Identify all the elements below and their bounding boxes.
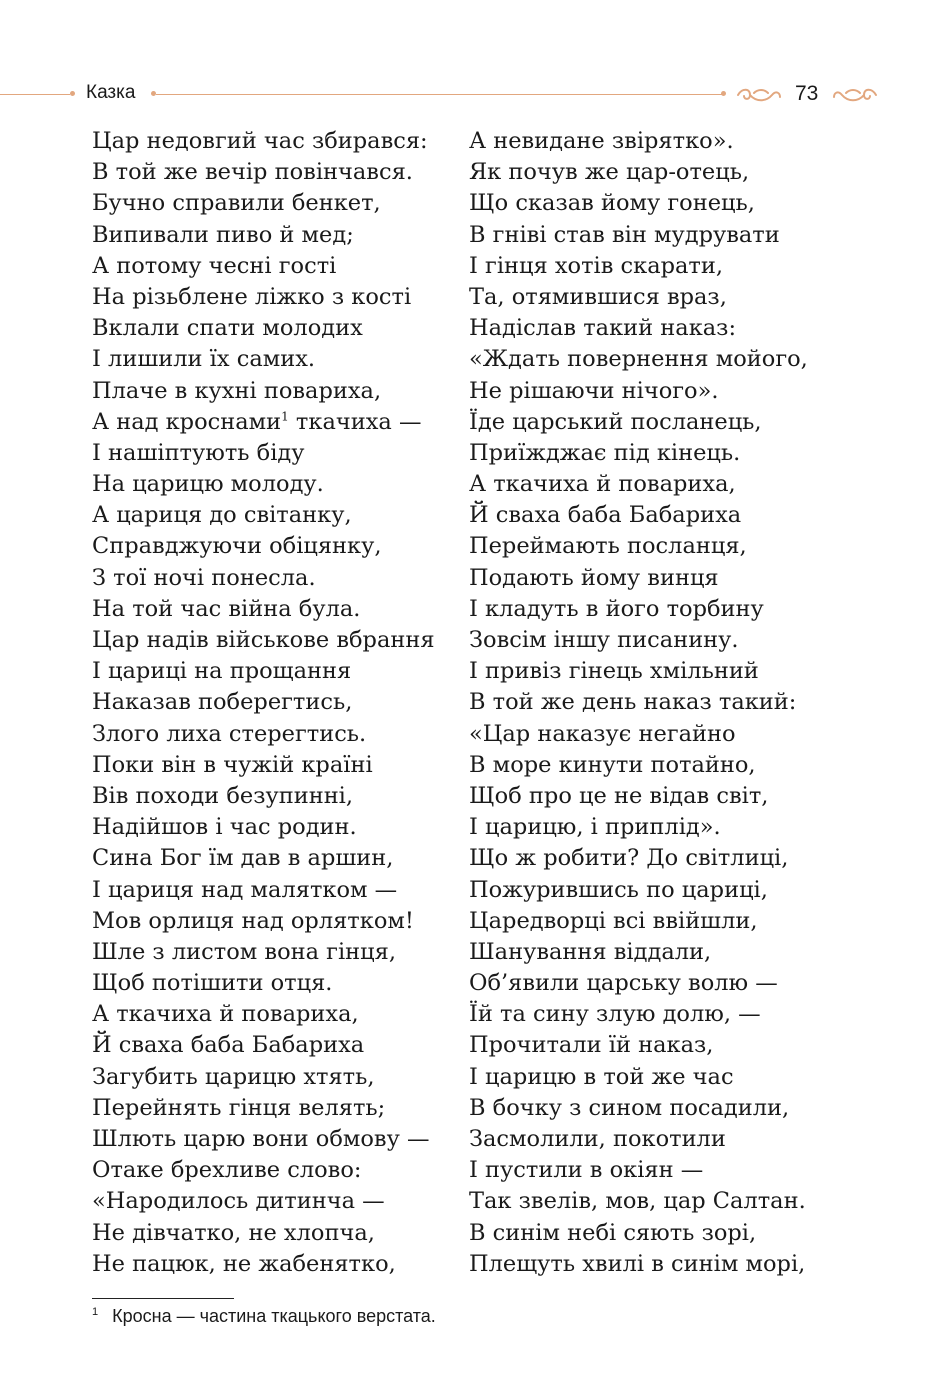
poem-line: Випивали пиво й мед; (92, 221, 354, 248)
poem-line: В той же день наказ такий: (469, 689, 797, 716)
poem-line: Загубить царицю хтять, (92, 1063, 375, 1090)
poem-line: Їде царський посланець, (469, 408, 762, 435)
header-rule-left (0, 94, 70, 95)
poem-line-text: А над кроснами (92, 408, 282, 435)
poem-line: Прочитали їй наказ, (469, 1032, 714, 1059)
poem-line: Шле з листом вона гінця, (92, 938, 396, 965)
poem-line: Сина Бог їм дав в аршин, (92, 845, 394, 872)
poem-line: З тої ночі понесла. (92, 564, 316, 591)
page-number: 73 (795, 82, 819, 105)
poem-line: І гінця хотів скарати, (469, 252, 724, 279)
header-rule-middle (156, 94, 722, 95)
poem-line: Як почув же цар-отець, (469, 159, 750, 186)
footnote-number: 1 (92, 1306, 99, 1318)
poem-line: Об’явили царську волю — (469, 970, 778, 997)
poem-line: «Народилось дитинча — (92, 1188, 385, 1215)
poem-line: А ткачиха й повариха, (469, 471, 736, 498)
poem-line: А потому чесні гості (92, 252, 337, 279)
poem-line: Бучно справили бенкет, (92, 190, 381, 217)
poem-line: А невидане звірятко». (469, 128, 734, 154)
footnote-reference: 1 (281, 409, 289, 424)
poem-line: Злого лиха стерегтись. (92, 720, 367, 747)
section-title: Казка (86, 82, 136, 103)
poem-line: Та, отямившися враз, (469, 283, 727, 310)
poem-column-left (92, 126, 435, 1280)
poem-line: «Ждать повернення мойого, (469, 346, 808, 373)
poem-line: А ткачиха й повариха, (92, 1001, 359, 1028)
poem-line-with-footnote (92, 407, 435, 438)
poem-line: Шанування віддали, (469, 938, 712, 965)
poem-line: Так звелів, мов, цар Салтан. (469, 1188, 806, 1215)
poem-line: Пожурившись по цариці, (469, 876, 768, 903)
header-dot (721, 91, 726, 96)
poem-line: Засмолили, покотили (469, 1126, 726, 1152)
poem-line: Наказав поберегтись, (92, 689, 353, 716)
poem-line: Щоб про це не відав світ, (469, 782, 769, 809)
poem-line: Надіслав такий наказ: (469, 315, 737, 342)
footnote-divider (92, 1298, 234, 1299)
poem-line: Щоб потішити отця. (92, 970, 333, 997)
poem-line: І цариці на прощання (92, 658, 352, 685)
poem-line: Вів походи безупинні, (92, 782, 354, 809)
poem-line: На царицю молоду. (92, 471, 324, 498)
poem-line: Не рішаючи нічого». (469, 377, 719, 404)
poem-line: І пустили в окіян — (469, 1157, 704, 1184)
poem-line: І цариця над малятком — (92, 876, 398, 903)
poem-line: І нашіптують біду (92, 439, 305, 466)
ornament-left-icon (736, 84, 782, 106)
poem-line: Приїжджає під кінець. (469, 439, 741, 466)
ornament-right-icon (832, 84, 878, 106)
poem-line: Й сваха баба Бабариха (92, 1032, 365, 1059)
poem-line: «Цар наказує негайно (469, 720, 736, 747)
poem-column-right (469, 126, 808, 1280)
poem-line: Цар надів військове вбрання (92, 627, 435, 653)
poem-line: Переймають посланця, (469, 533, 747, 560)
poem-line: В той же вечір повінчався. (92, 159, 413, 186)
poem-line: І лишили їх самих. (92, 346, 316, 373)
footnote-text: Кросна — частина ткацького верстата. (112, 1306, 436, 1326)
poem-line-tail: ткачиха — (288, 408, 422, 435)
poem-line: Плещуть хвилі в синім морі, (469, 1250, 806, 1277)
poem-line: Плаче в кухні повариха, (92, 377, 382, 404)
poem-line: Їй та сину злую долю, — (469, 1001, 761, 1028)
poem-line: Отаке брехливе слово: (92, 1157, 362, 1184)
poem-line: І царицю в той же час (469, 1063, 734, 1090)
poem-line: Надійшов і час родин. (92, 814, 357, 841)
poem-line: Й сваха баба Бабариха (469, 502, 742, 529)
poem-line: Царедворці всі ввійшли, (469, 907, 758, 934)
poem-line: Що ж робити? До світлиці, (469, 845, 789, 872)
header-dot (70, 91, 75, 96)
poem-line: А цариця до світанку, (92, 502, 352, 529)
footnote (92, 1306, 436, 1327)
poem-line: Вклали спати молодих (92, 315, 363, 342)
poem-line: На той час війна була. (92, 595, 361, 622)
poem-line: І царицю, і приплід». (469, 814, 721, 841)
poem-line: На різьблене ліжко з кості (92, 283, 412, 310)
poem-line: Що сказав йому гонець, (469, 190, 755, 217)
poem-line: В синім небі сяють зорі, (469, 1219, 757, 1246)
poem-line: Справджуючи обіцянку, (92, 533, 382, 560)
poem-line: В бочку з сином посадили, (469, 1094, 790, 1121)
poem-line: І привіз гінець хмільний (469, 658, 759, 685)
poem-line: В гніві став він мудрувати (469, 221, 780, 248)
poem-line: Перейнять гінця велять; (92, 1094, 386, 1121)
poem-line: Цар недовгий час збирався: (92, 128, 428, 154)
poem-line: Не пацюк, не жабенятко, (92, 1250, 396, 1277)
poem-line: І кладуть в його торбину (469, 595, 764, 622)
poem-line: Мов орлиця над орлятком! (92, 907, 414, 934)
poem-line: Подають йому винця (469, 564, 719, 591)
poem-line: Шлють царю вони обмову — (92, 1126, 430, 1152)
page-header (0, 78, 952, 112)
poem-line: Поки він в чужій країні (92, 751, 373, 778)
poem-line: В море кинути потайно, (469, 751, 756, 778)
poem-line: Не дівчатко, не хлопча, (92, 1219, 375, 1246)
poem-line: Зовсім іншу писанину. (469, 627, 739, 653)
